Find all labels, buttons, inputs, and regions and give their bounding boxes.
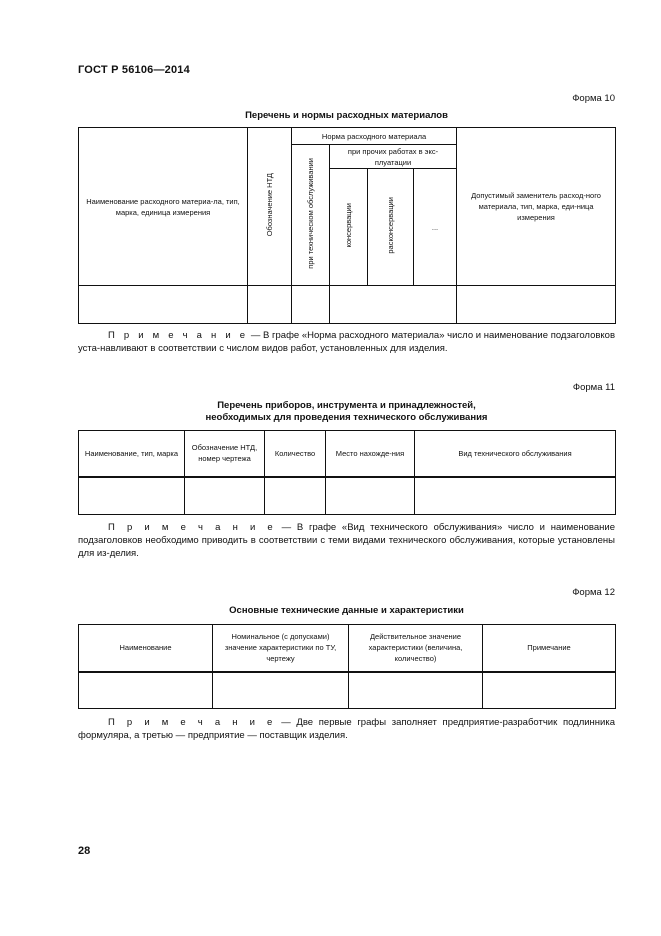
form10-col-ntd: Обозначение НТД: [248, 128, 292, 286]
form11-table: [78, 430, 616, 515]
form10-table: [78, 127, 616, 324]
form12-empty-row: [79, 672, 616, 709]
form10-col-conservation: консервации: [330, 169, 368, 286]
form11-title: Перечень приборов, инструмента и принадлежностей, необходимых для проведения технического обслуживания: [205, 400, 488, 423]
form12-col-nominal: Номинальное (с допусками) значение характеристики по ТУ, чертежу: [213, 625, 349, 672]
form12-col-actual: Действительное значение характеристики (величина, количество): [349, 625, 483, 672]
form11-col-name: Наименование, тип, марка: [79, 431, 185, 477]
form12-label: Форма 12: [572, 587, 615, 598]
form11-label: Форма 11: [572, 382, 615, 393]
form10-col-ellipsis: ...: [414, 169, 457, 286]
form11-empty-row: [79, 477, 616, 515]
form12-note: П р и м е ч а н и е — Две первые графы заполняет предприятие-разработчик подлинника формуляра, а третью — предприятие — поставщик изделия.: [78, 717, 616, 741]
form10-empty-row: [79, 286, 616, 324]
form10-col-substitute: Допустимый заменитель расход-ного материала, тип, марка, еди-ница измерения: [457, 128, 616, 286]
form10-title: Перечень и нормы расходных материалов: [245, 110, 448, 121]
form11-col-maintenance-type: Вид технического обслуживания: [415, 431, 616, 477]
form12-table: [78, 624, 616, 709]
form11-col-location: Место нахожде-ния: [326, 431, 415, 477]
form10-col-other: при прочих работах в экс-плуатации: [330, 145, 457, 169]
form10-note: П р и м е ч а н и е — В графе «Норма расходного материала» число и наименование подзаголовков уста-навливают в соответствии с числом видов работ, установленных для изделия.: [78, 330, 615, 354]
form11-col-quantity: Количество: [265, 431, 326, 477]
form10-col-name: Наименование расходного материа-ла, тип, марка, единица измерения: [79, 128, 248, 286]
form10-label: Форма 10: [572, 93, 615, 104]
form11-note: П р и м е ч а н и е — В графе «Вид технического обслуживания» число и наименование подзаголовков необходимо приводить в соответствии с теми видами технического обслуживания, которые установлены для из-делия.: [78, 522, 615, 559]
form10-col-norm: Норма расходного материала: [292, 128, 457, 145]
form11-col-designation: Обозначение НТД, номер чертежа: [185, 431, 265, 477]
page-number: 28: [78, 845, 91, 857]
form12-col-name: Наименование: [79, 625, 213, 672]
standard-header: ГОСТ Р 56106—2014: [78, 64, 190, 76]
form10-col-deconservation: расконсервации: [368, 169, 414, 286]
form12-title: Основные технические данные и характеристики: [229, 605, 464, 616]
form10-col-maintenance: при техническом обслуживании: [292, 145, 330, 286]
form12-col-note: Примечание: [483, 625, 616, 672]
